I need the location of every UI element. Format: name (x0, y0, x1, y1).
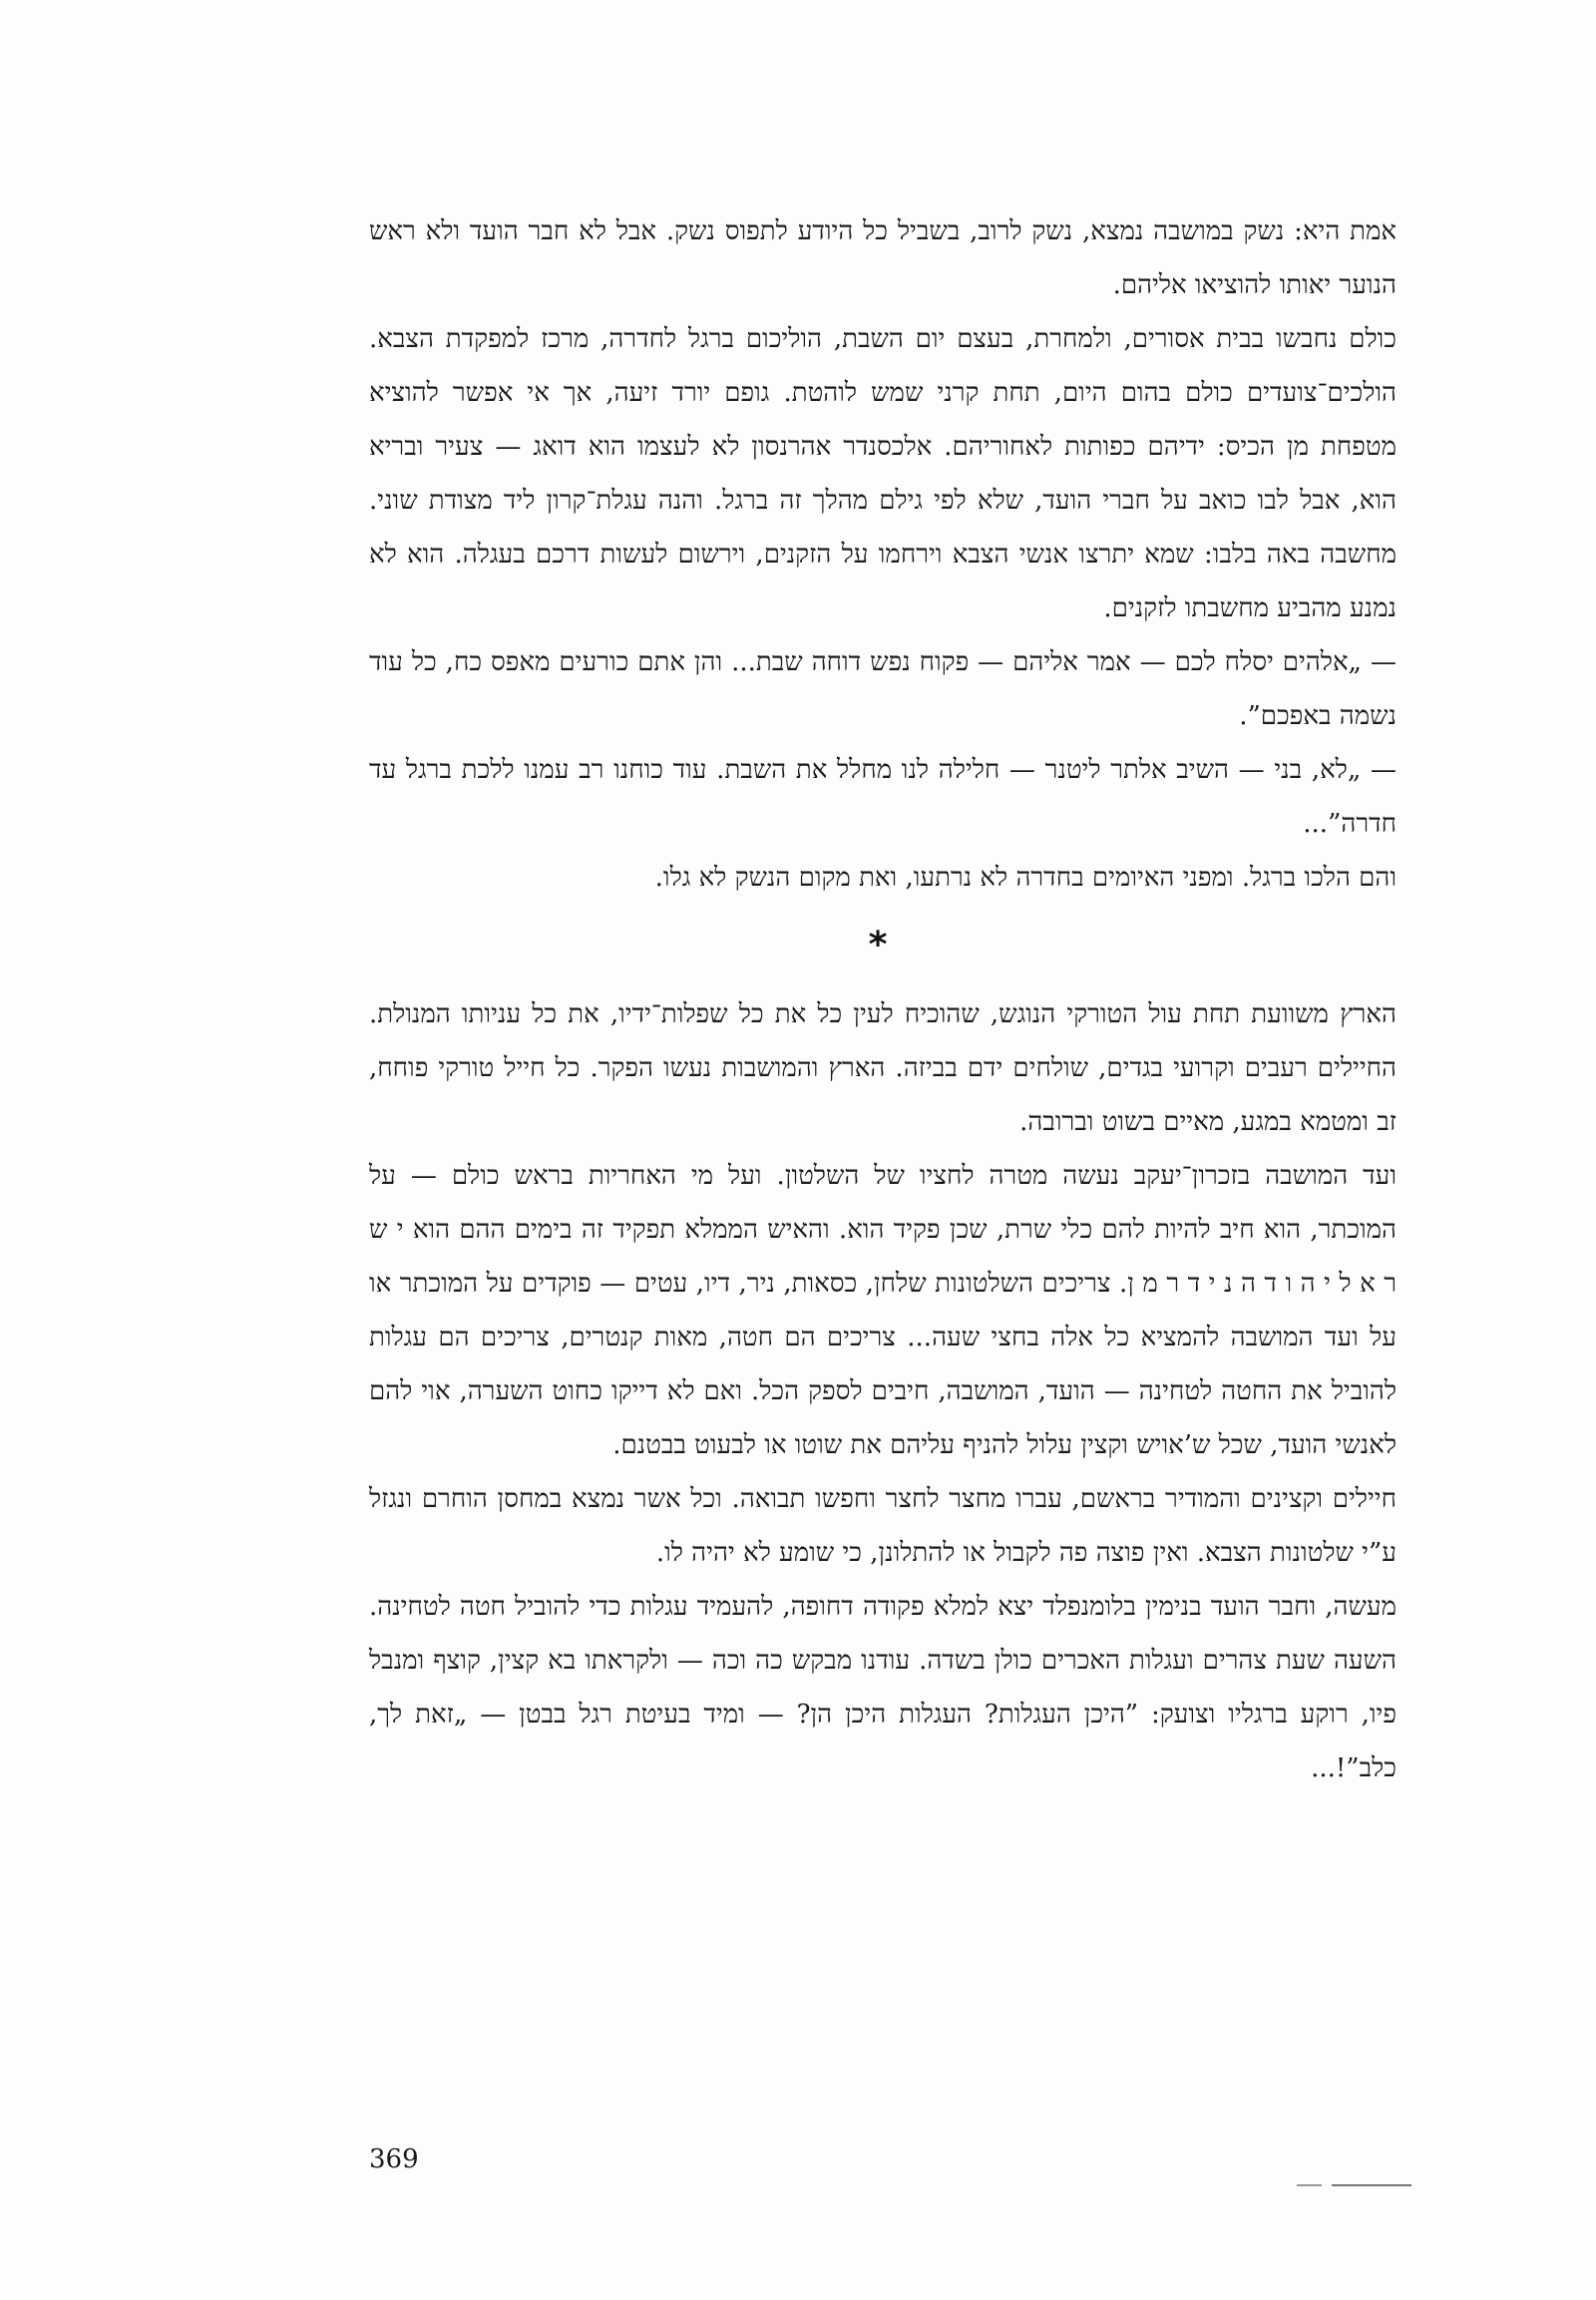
paragraph: — „אלהים יסלח לכם — אמר אליהם — פקוח נפש דוחה שבת... והן אתם כורעים מאפס כח, כל עוד נשמה באפכם”. (369, 647, 1396, 731)
paragraph: מעשה, וחבר הועד בנימין בלומנפלד יצא למלא פקודה דחופה, להעמיד עגלות כדי להוביל חטה לטחינה. השעה שעת צהרים ועגלות האכרים כולן בשדה. עודנו מבקש כה וכה — ולקראתו בא קצין, קוצף ומנבל פיו, רוקע ברגליו וצועק: ”היכן העגלות? העגלות היכן הן? — ומיד בעיטת רגל בבטן — „זאת לך, כלב”!... (369, 1592, 1396, 1783)
paragraph: הארץ משוועת תחת עול הטורקי הנוגש, שהוכיח לעין כל את כל שפלות־ידיו, את כל עניותו המנולת. החיילים רעבים וקרועי בגדים, שולחים ידם בביזה. הארץ והמושבות נעשו הפקר. כל חייל טורקי פוחח, זב ומטמא במגע, מאיים בשוט וברובה. (369, 999, 1396, 1137)
paragraph: והם הלכו ברגל. ומפני האיומים בחדרה לא נרתעו, ואת מקום הנשק לא גלו. (654, 863, 1396, 893)
scan-artifact (1297, 2184, 1322, 2186)
scan-artifact (1332, 2184, 1411, 2186)
paragraph: — „לא, בני — השיב אלתר ליטנר — חלילה לנו מחלל את השבת. עוד כוחנו רב עמנו ללכת ברגל עד חדרה”... (369, 755, 1396, 839)
text-section-bottom (369, 987, 1396, 1795)
paragraph: חיילים וקצינים והמודיר בראשם, עברו מחצר לחצר וחפשו תבואה. וכל אשר נמצא במחסן הוחרם ונגזל ע”י שלטונות הצבא. ואין פוצה פה לקבול או להתלונן, כי שומע לא יהיה לו. (369, 1484, 1396, 1568)
page-number: 369 (369, 2144, 419, 2174)
section-divider-asterisk: * (868, 925, 888, 965)
text-section-top (369, 204, 1396, 905)
paragraph: ועד המושבה בזכרון־יעקב נעשה מטרה לחציו של השלטון. ועל מי האחריות בראש כולם — על המוכתר, הוא חיב להיות להם כלי שרת, שכן פקיד הוא. והאיש הממלא תפקיד זה בימים ההם הוא י ש ר א ל י ה ו ד ה נ י ד ר מ ן. צריכים השלטונות שלחן, כסאות, ניר, דיו, עטים — פוקדים על המוכתר או על ועד המושבה להמציא כל אלה בחצי שעה... צריכים הם חטה, מאות קנטרים, צריכים הם עגלות להוביל את החטה לטחינה — הועד, המושבה, חיבים לספק הכל. ואם לא דייקו כחוט השערה, אוי להם לאנשי הועד, שכל ש’אויש וקצין עלול להניף עליהם את שוטו או לבעוט בבטנם. (369, 1161, 1396, 1460)
paragraph: כולם נחבשו בבית אסורים, ולמחרת, בעצם יום השבת, הוליכום ברגל לחדרה, מרכז למפקדת הצבא. הולכים־צועדים כולם בהום היום, תחת קרני שמש לוהטת. גופם יורד זיעה, אך אי אפשר להוציא מטפחת מן הכיס: ידיהם כפותות לאחוריהם. אלכסנדר אהרנסון לא לעצמו הוא דואג — צעיר ובריא הוא, אבל לבו כואב על חברי הועד, שלא לפי גילם מהלך זה ברגל. והנה עגלת־קרון ליד מצודת שוני. מחשבה באה בלבו: שמא יתרצו אנשי הצבא וירחמו על הזקנים, וירשום לעשות דרכם בעגלה. הוא לא נמנע מהביע מחשבתו לזקנים. (369, 324, 1396, 623)
paragraph: אמת היא: נשק במושבה נמצא, נשק לרוב, בשביל כל היודע לתפוס נשק. אבל לא חבר הועד ולא ראש הנוער יאותו להוציאו אליהם. (369, 216, 1396, 300)
